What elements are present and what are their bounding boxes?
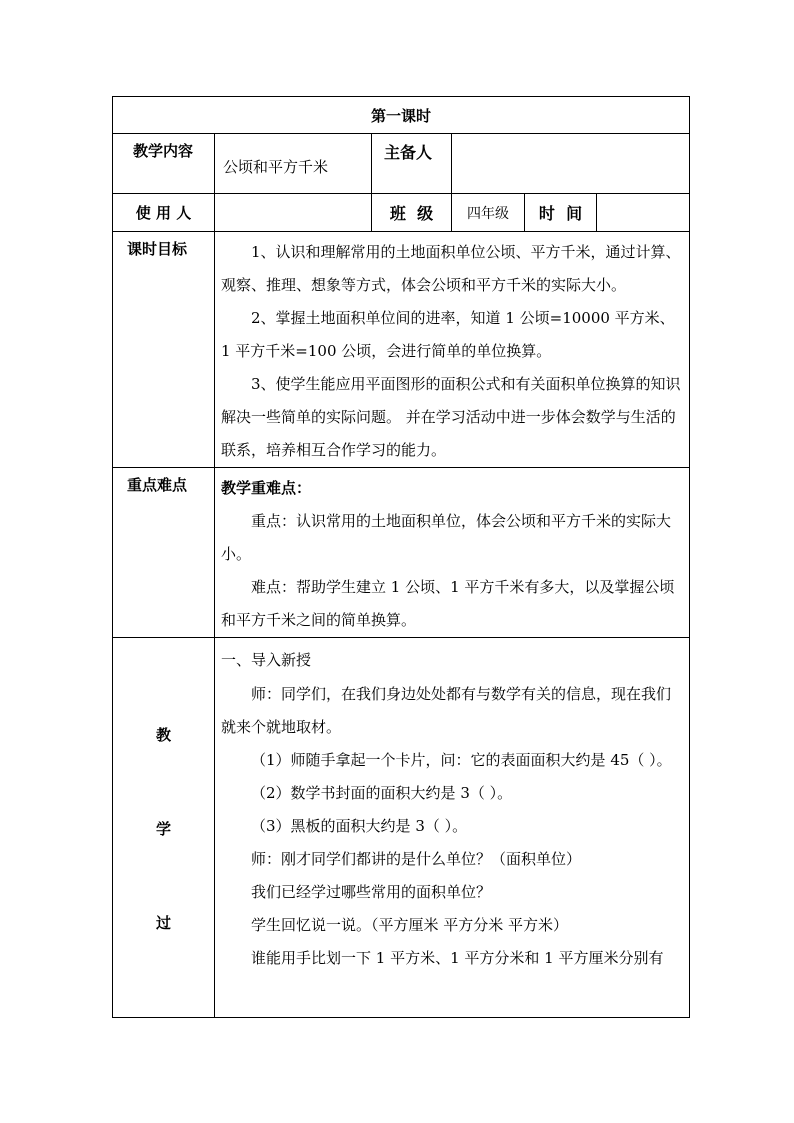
key-point: 重点：认识常用的土地面积单位，体会公顷和平方千米的实际大小。 — [221, 512, 672, 563]
preparer-value — [452, 134, 690, 194]
process-line: （3）黑板的面积大约是 3（ ）。 — [251, 817, 468, 835]
title-row — [113, 97, 690, 134]
objective-item: 3、使学生能应用平面图形的面积公式和有关面积单位换算的知识解决一些简单的实际问题。 并在学习活动中进一步体会数学与生活的联系，培养相互合作学习的能力。 — [221, 375, 681, 459]
keypoints-content — [215, 468, 690, 638]
process-line: （2）数学书封面的面积大约是 3（ ）。 — [251, 784, 513, 802]
content-row — [113, 134, 690, 194]
objective-item: 2、掌握土地面积单位间的进率，知道 1 公顷=10000 平方米、1 平方千米=100 公顷，会进行简单的单位换算。 — [221, 309, 675, 360]
process-row — [113, 638, 690, 1018]
process-line: 谁能用手比划一下 1 平方米、1 平方分米和 1 平方厘米分别有 — [251, 949, 664, 967]
process-line: 学生回忆说一说。（平方厘米 平方分米 平方米） — [251, 916, 569, 934]
process-char: 过 — [155, 914, 171, 932]
process-line: （1）师随手拿起一个卡片，问：它的表面面积大约是 45（ ）。 — [251, 751, 672, 769]
time-value — [597, 194, 690, 232]
process-line: 师：同学们，在我们身边处处都有与数学有关的信息，现在我们就来个就地取材。 — [221, 685, 672, 736]
user-label: 使 用 人 — [113, 194, 215, 232]
objectives-content — [215, 232, 690, 468]
keypoints-heading: 教学重难点： — [221, 479, 312, 497]
class-label: 班 级 — [372, 194, 452, 232]
process-section-heading: 一、导入新授 — [221, 651, 312, 669]
process-char: 教 — [155, 726, 171, 744]
objectives-row — [113, 232, 690, 468]
objective-item: 1、认识和理解常用的土地面积单位公顷、平方千米，通过计算、观察、推理、想象等方式，体会公顷和平方千米的实际大小。 — [221, 243, 681, 294]
time-label: 时 间 — [525, 194, 597, 232]
user-row — [113, 194, 690, 232]
content-value: 公顷和平方千米 — [215, 134, 372, 194]
user-value — [215, 194, 372, 232]
process-label — [113, 638, 215, 1018]
objectives-label: 课时目标 — [113, 232, 215, 468]
process-line: 我们已经学过哪些常用的面积单位？ — [251, 883, 492, 901]
keypoints-label: 重点难点 — [113, 468, 215, 638]
content-label: 教学内容 — [113, 134, 215, 194]
process-line: 师：刚才同学们都讲的是什么单位？（面积单位） — [251, 850, 582, 868]
lesson-title: 第一课时 — [113, 97, 690, 134]
difficulty-point: 难点：帮助学生建立 1 公顷、1 平方千米有多大，以及掌握公顷和平方千米之间的简单换算。 — [221, 578, 675, 629]
lesson-plan-table — [112, 96, 690, 1018]
keypoints-row — [113, 468, 690, 638]
process-char: 学 — [155, 820, 171, 838]
class-value: 四年级 — [452, 194, 525, 232]
process-content — [215, 638, 690, 1018]
preparer-label: 主备人 — [372, 134, 452, 194]
